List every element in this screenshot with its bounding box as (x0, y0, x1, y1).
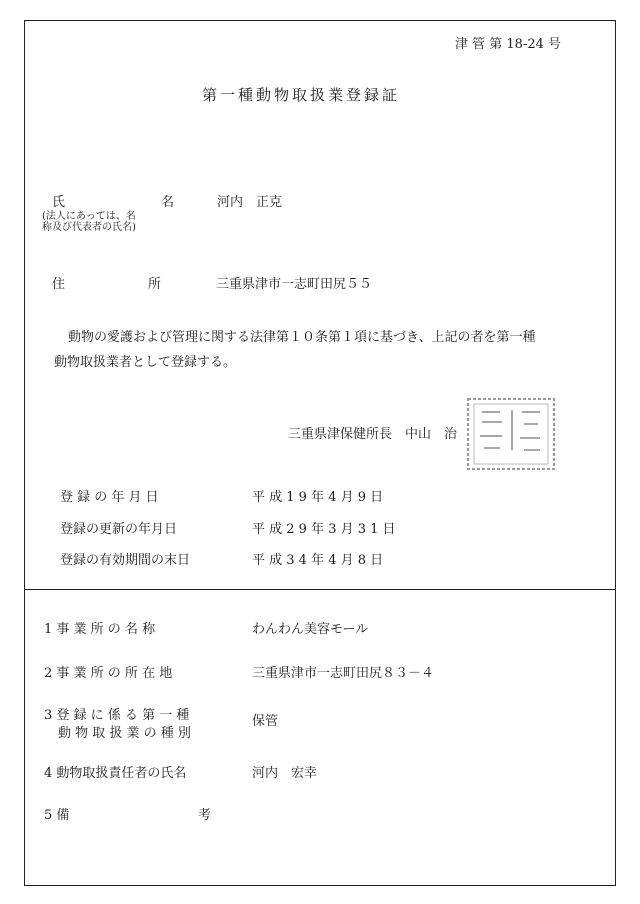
page-title: 第一種動物取扱業登録証 (202, 86, 401, 104)
name-value: 河内 正克 (217, 195, 283, 210)
business-label-remarks-2: 考 (198, 808, 212, 823)
business-label-location: 2 事 業 所 の 所 在 地 (44, 666, 173, 681)
business-value-type: 保管 (252, 714, 279, 729)
address-label-2: 所 (148, 277, 162, 292)
address-value: 三重県津市一志町田尻５５ (216, 277, 373, 292)
section-divider (24, 589, 616, 590)
date-value-expiry: 平 成 3 4 年 4 月 8 日 (252, 553, 384, 568)
name-note-line2: 称及び代表者の氏名) (42, 222, 136, 233)
business-value-name: わんわん美容モール (252, 622, 369, 637)
date-label-registration: 登 録 の 年 月 日 (60, 490, 159, 505)
issuer: 三重県津保健所長 中山 治 (288, 427, 458, 442)
date-label-expiry: 登録の有効期間の末日 (60, 553, 191, 568)
name-label-2: 名 (161, 195, 175, 210)
statement-line-1: 動物の愛護および管理に関する法律第１０条第１項に基づき、上記の者を第一種 (68, 330, 536, 345)
business-value-manager: 河内 宏幸 (252, 766, 318, 781)
name-note-line1: (法人にあっては、名 (42, 211, 136, 222)
date-value-renewal: 平 成 2 9 年 3 月 3 1 日 (252, 522, 396, 537)
business-label-manager: 4 動物取扱責任者の氏名 (44, 766, 187, 781)
name-label-1: 氏 (52, 195, 66, 210)
address-label-1: 住 (52, 277, 66, 292)
document-number: 津 管 第 18-24 号 (455, 37, 562, 52)
business-value-location: 三重県津市一志町田尻８３－４ (252, 666, 435, 681)
statement-line-2: 動物取扱業者として登録する。 (54, 355, 237, 370)
business-label-type-line1: 3 登 録 に 係 る 第 一 種 (44, 708, 190, 723)
business-label-type-line2: 動 物 取 扱 業 の 種 別 (58, 726, 191, 741)
date-label-renewal: 登録の更新の年月日 (60, 522, 178, 537)
business-label-remarks-1: 5 備 (44, 808, 70, 823)
official-seal-stamp (464, 396, 558, 472)
date-value-registration: 平 成 1 9 年 4 月 9 日 (252, 490, 384, 505)
business-label-name: 1 事 業 所 の 名 称 (44, 622, 156, 637)
